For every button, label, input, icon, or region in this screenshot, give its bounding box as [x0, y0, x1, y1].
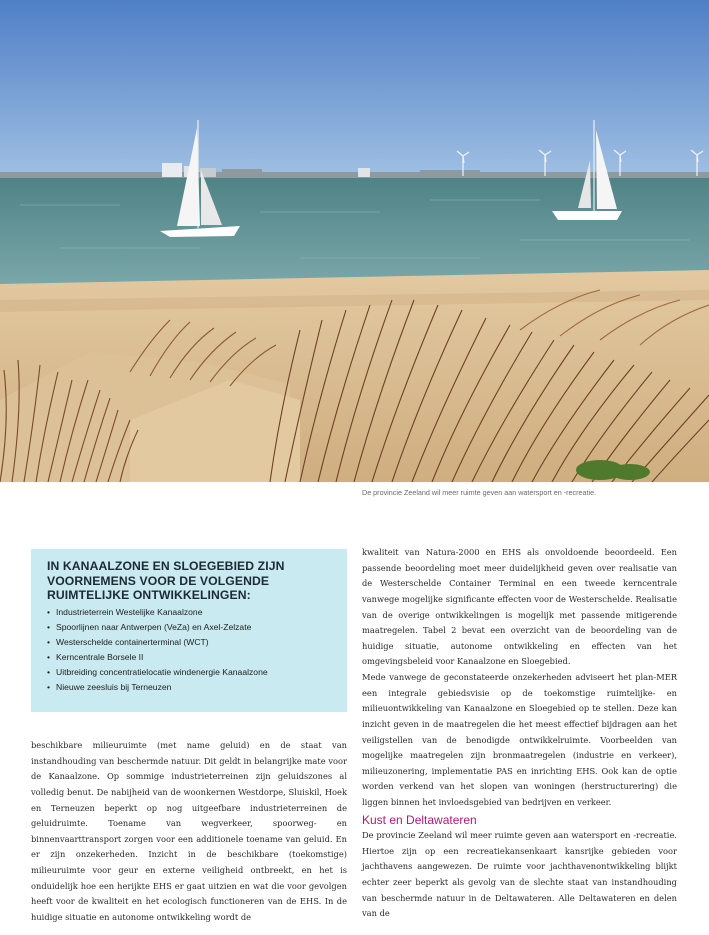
- section-heading: Kust en Deltawateren: [362, 813, 477, 827]
- list-item: • Nieuwe zeesluis bij Terneuzen: [47, 680, 268, 695]
- callout-box: [31, 549, 347, 712]
- body-paragraph: beschikbare milieuruimte (met name geluid) en de staat van instandhouding van beschermde natuur. Dit geldt in belangrijke mate voor de Kanaalzone. Op sommige industrieterreinen zijn geluidszones al volledig benut. De nabijheid van de woonkernen Westdorpe, Sluiskil, Hoek en Terneuzen beperkt op nog uitgeefbare industrieterreinen de geluidruimte. Toename van wegverkeer, spoorweg- en binnenvaarttransport zorgen voor een additionele toename van geluid. En er zijn onzekerheden. Inzicht in de beschikbare (toekomstige) milieuruimte voor geur en externe veiligheid ontbreekt, en het is onduidelijk hoe een herijkte EHS er gaat uitzien en wat die voor gevolgen heeft voor de kwaliteit en het ecologisch functioneren van de EHS. In de huidige situatie en autonome ontwikkeling wordt de: [31, 740, 347, 922]
- sky: [0, 0, 709, 176]
- list-item: • Uitbreiding concentratielocatie windenergie Kanaalzone: [47, 665, 268, 680]
- list-item: • Westerschelde containerterminal (WCT): [47, 635, 268, 650]
- body-paragraph: Mede vanwege de geconstateerde onzekerheden adviseert het plan-MER een integrale gebiedsvisie op de toekomstige ruimtelijke- en milieuontwikkeling van Kanaalzone en Sloegebied op te stellen. Deze kan inzicht geven in de maatregelen die het meest effectief bijdragen aan het veiligstellen van de benodigde ontwikkelruimte. Voorbeelden van mogelijke maatregelen zijn bronmaatregelen (industrie en verkeer), milieuzonering, implementatie PAS en inrichting EHS. Ook kan de optie worden verkend van het slopen van woningen (herstructurering) die liggen binnen het invloedsgebied van bedrijven en verkeer.: [362, 672, 677, 807]
- left-column: [31, 738, 347, 926]
- list-item: • Industrieterrein Westelijke Kanaalzone: [47, 605, 268, 620]
- callout-list: [47, 605, 268, 696]
- body-paragraph: kwaliteit van Natura-2000 en EHS als onvoldoende beoordeeld. Een passende beoordeling moet meer duidelijkheid geven over realisatie van de Westerschelde Container Terminal en een tweede kerncentrale vanwege mogelijke significante effecten voor de Westerschelde. Realisatie van de overige ontwikkelingen is mogelijk met passende mitigerende maatregelen. Tabel 2 bevat een overzicht van de beoordeling van de huidige situatie, autonome ontwikkeling en effecten van het omgevingsbeleid voor Kanaalzone en Sloegebied.: [362, 547, 677, 667]
- list-item: • Kerncentrale Borsele II: [47, 650, 268, 665]
- body-paragraph: De provincie Zeeland wil meer ruimte geven aan watersport en -recreatie. Hiertoe zijn op een recreatiekansenkaart kansrijke gebieden voor jachthavens aangewezen. De ruimte voor jachthavenontwikkeling blijkt echter zeer beperkt als gevolg van de slechte staat van instandhouding van beschermde natuur in de Deltawateren. Alle Deltawateren en delen van de: [362, 830, 677, 919]
- list-item: • Spoorlijnen naar Antwerpen (VeZa) en Axel-Zelzate: [47, 620, 268, 635]
- right-column: [362, 545, 677, 811]
- callout-title: IN KANAALZONE EN SLOEGEBIED ZIJN VOORNEMENS VOOR DE VOLGENDE RUIMTELIJKE ONTWIKKELINGEN:: [47, 559, 285, 603]
- photo-caption: De provincie Zeeland wil meer ruimte geven aan watersport en -recreatie.: [362, 488, 597, 497]
- right-column-lower: [362, 828, 677, 922]
